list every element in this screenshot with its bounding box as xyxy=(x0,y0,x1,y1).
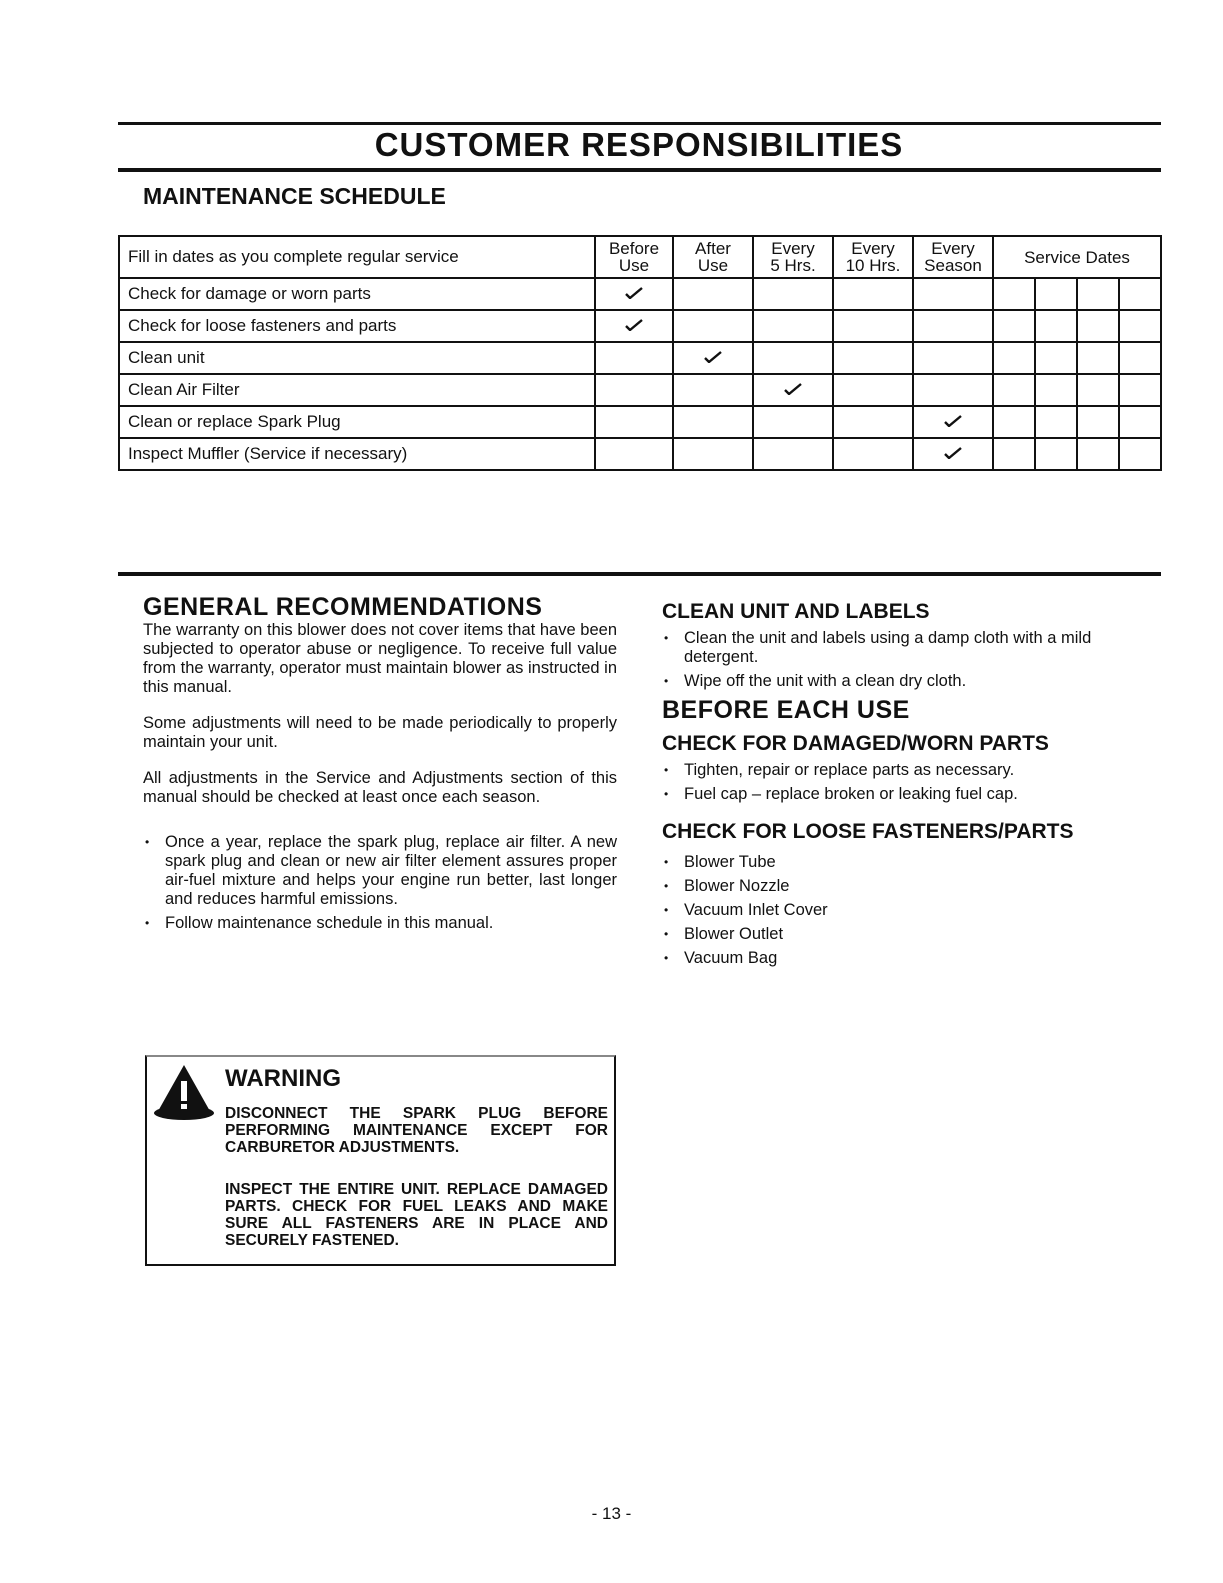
schedule-cell xyxy=(753,278,833,310)
schedule-cell xyxy=(673,374,753,406)
schedule-cell xyxy=(753,342,833,374)
section-divider xyxy=(118,572,1161,576)
damaged-parts-list xyxy=(662,761,1150,804)
list-item: • Wipe off the unit with a clean dry cloth. xyxy=(662,672,1150,691)
list-item: • Tighten, repair or replace parts as necessary. xyxy=(662,761,1150,780)
general-recommendations-heading: GENERAL RECOMMENDATIONS xyxy=(143,593,543,621)
task-label: Inspect Muffler (Service if necessary) xyxy=(119,438,595,470)
damaged-parts-heading: CHECK FOR DAMAGED/WORN PARTS xyxy=(662,732,1049,755)
schedule-cell xyxy=(673,342,753,374)
warning-triangle-icon xyxy=(153,1063,215,1121)
column-header-before-use: Before Use xyxy=(595,236,673,278)
list-item: • Vacuum Inlet Cover xyxy=(662,901,1150,920)
table-row xyxy=(119,342,1161,374)
schedule-cell xyxy=(595,438,673,470)
task-label: Check for damage or worn parts xyxy=(119,278,595,310)
section-subtitle: MAINTENANCE SCHEDULE xyxy=(143,183,446,209)
schedule-cell xyxy=(595,342,673,374)
column-header-every-10-hrs: Every 10 Hrs. xyxy=(833,236,913,278)
schedule-cell xyxy=(913,342,993,374)
loose-fasteners-heading: CHECK FOR LOOSE FASTENERS/PARTS xyxy=(662,820,1074,843)
service-date-cell[interactable] xyxy=(1119,278,1161,310)
list-item: • Fuel cap – replace broken or leaking fuel cap. xyxy=(662,785,1150,804)
service-date-cell[interactable] xyxy=(1035,406,1077,438)
schedule-cell xyxy=(913,278,993,310)
maintenance-schedule-table xyxy=(118,235,1162,471)
service-date-cell[interactable] xyxy=(1077,310,1119,342)
schedule-cell xyxy=(833,438,913,470)
general-bullet-list xyxy=(143,833,617,933)
service-date-cell[interactable] xyxy=(993,406,1035,438)
schedule-cell xyxy=(753,406,833,438)
service-date-cell[interactable] xyxy=(1035,374,1077,406)
service-date-cell[interactable] xyxy=(1077,278,1119,310)
service-date-cell[interactable] xyxy=(1119,310,1161,342)
schedule-cell xyxy=(833,278,913,310)
column-header-after-use: After Use xyxy=(673,236,753,278)
loose-fasteners-list xyxy=(662,853,1150,968)
list-item: • Blower Tube xyxy=(662,853,1150,872)
list-item: • Once a year, replace the spark plug, replace air filter. A new spark plug and clean or new air filter element assures proper air-fuel mixture and helps your engine run better, last longer and reduces harmful emissions. xyxy=(143,833,617,909)
service-date-cell[interactable] xyxy=(1035,310,1077,342)
schedule-cell xyxy=(753,310,833,342)
schedule-cell xyxy=(913,310,993,342)
schedule-cell xyxy=(833,310,913,342)
service-date-cell[interactable] xyxy=(993,342,1035,374)
table-row xyxy=(119,310,1161,342)
schedule-cell xyxy=(833,406,913,438)
schedule-cell xyxy=(833,374,913,406)
column-header-service-dates: Service Dates xyxy=(993,236,1161,278)
table-header-row xyxy=(119,236,1161,278)
schedule-cell xyxy=(673,278,753,310)
list-item: • Vacuum Bag xyxy=(662,949,1150,968)
general-paragraph-1: The warranty on this blower does not cover items that have been subjected to operator abuse or negligence. To receive full value from the warranty, operator must maintain blower as instructed in this manual. xyxy=(143,621,617,696)
checkmark-icon xyxy=(704,351,722,363)
service-date-cell[interactable] xyxy=(1077,342,1119,374)
title-underline xyxy=(118,168,1161,172)
warning-text-1: DISCONNECT THE SPARK PLUG BEFORE PERFORMING MAINTENANCE EXCEPT FOR CARBURETOR ADJUSTMENTS. xyxy=(225,1105,608,1156)
table-row xyxy=(119,406,1161,438)
task-label: Clean or replace Spark Plug xyxy=(119,406,595,438)
checkmark-icon xyxy=(944,415,962,427)
service-date-cell[interactable] xyxy=(993,310,1035,342)
service-date-cell[interactable] xyxy=(1035,342,1077,374)
schedule-cell xyxy=(753,374,833,406)
service-date-cell[interactable] xyxy=(1119,342,1161,374)
schedule-cell xyxy=(913,406,993,438)
list-item: • Follow maintenance schedule in this manual. xyxy=(143,914,617,933)
service-date-cell[interactable] xyxy=(1035,278,1077,310)
task-label: Check for loose fasteners and parts xyxy=(119,310,595,342)
schedule-cell xyxy=(673,310,753,342)
service-date-cell[interactable] xyxy=(993,278,1035,310)
column-header-every-season: Every Season xyxy=(913,236,993,278)
schedule-cell xyxy=(595,310,673,342)
table-row xyxy=(119,374,1161,406)
schedule-cell xyxy=(595,278,673,310)
list-item: • Blower Outlet xyxy=(662,925,1150,944)
task-label: Clean unit xyxy=(119,342,595,374)
service-date-cell[interactable] xyxy=(1077,374,1119,406)
table-header-label: Fill in dates as you complete regular service xyxy=(119,236,595,278)
general-paragraph-3: All adjustments in the Service and Adjustments section of this manual should be checked at least once each season. xyxy=(143,769,617,806)
schedule-cell xyxy=(913,438,993,470)
list-item: • Blower Nozzle xyxy=(662,877,1150,896)
list-item: • Clean the unit and labels using a damp cloth with a mild detergent. xyxy=(662,629,1150,667)
checkmark-icon xyxy=(784,383,802,395)
column-header-every-5-hrs: Every 5 Hrs. xyxy=(753,236,833,278)
service-date-cell[interactable] xyxy=(1119,374,1161,406)
task-label: Clean Air Filter xyxy=(119,374,595,406)
clean-unit-heading: CLEAN UNIT AND LABELS xyxy=(662,600,930,623)
schedule-cell xyxy=(753,438,833,470)
schedule-cell xyxy=(673,406,753,438)
checkmark-icon xyxy=(625,319,643,331)
schedule-cell xyxy=(595,406,673,438)
service-date-cell[interactable] xyxy=(1119,406,1161,438)
general-recommendations-section xyxy=(143,593,617,938)
before-each-use-heading: BEFORE EACH USE xyxy=(662,696,910,724)
schedule-cell xyxy=(833,342,913,374)
general-paragraph-2: Some adjustments will need to be made periodically to properly maintain your unit. xyxy=(143,714,617,751)
schedule-cell xyxy=(595,374,673,406)
warning-box xyxy=(145,1055,616,1266)
right-column xyxy=(662,602,1150,973)
warning-title: WARNING xyxy=(225,1065,341,1092)
schedule-cell xyxy=(673,438,753,470)
service-date-cell[interactable] xyxy=(1035,438,1077,470)
service-date-cell[interactable] xyxy=(1077,438,1119,470)
service-date-cell[interactable] xyxy=(1077,406,1119,438)
warning-text-2: INSPECT THE ENTIRE UNIT. REPLACE DAMAGED PARTS. CHECK FOR FUEL LEAKS AND MAKE SURE ALL FASTENERS ARE IN PLACE AND SECURELY FASTENED. xyxy=(225,1181,608,1249)
clean-unit-list xyxy=(662,629,1150,691)
page-number: - 13 - xyxy=(591,1504,632,1523)
table-row xyxy=(119,438,1161,470)
checkmark-icon xyxy=(625,287,643,299)
table-row xyxy=(119,278,1161,310)
service-date-cell[interactable] xyxy=(993,374,1035,406)
service-date-cell[interactable] xyxy=(1119,438,1161,470)
service-date-cell[interactable] xyxy=(993,438,1035,470)
checkmark-icon xyxy=(944,447,962,459)
page-title: CUSTOMER RESPONSIBILITIES xyxy=(374,126,904,163)
schedule-cell xyxy=(913,374,993,406)
top-rule xyxy=(118,122,1161,125)
